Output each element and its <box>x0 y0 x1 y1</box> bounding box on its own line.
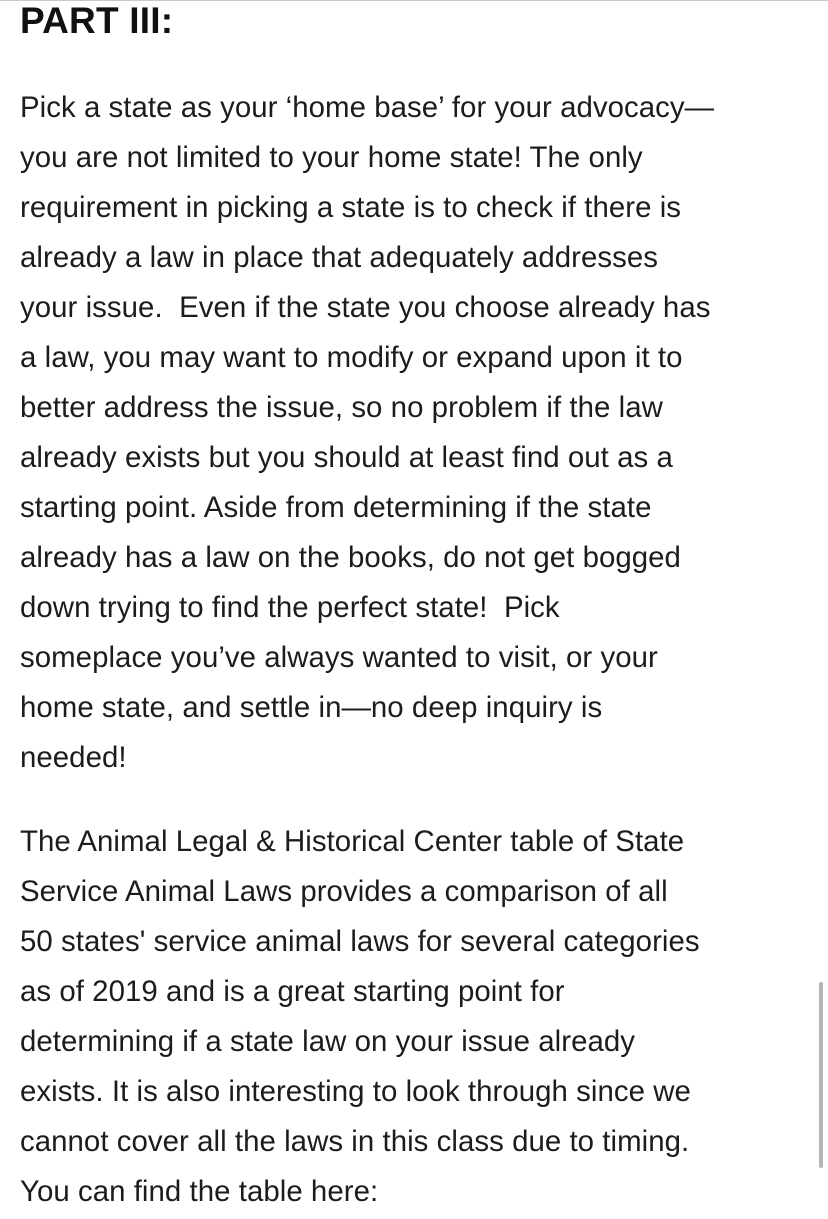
text-line: requirement in picking a state is to check if there is <box>20 191 682 224</box>
text-line: home state, and settle in—no deep inquiry is <box>20 691 603 724</box>
text-line: needed! <box>20 741 127 774</box>
vertical-scrollbar[interactable] <box>816 0 828 1219</box>
text-line: determining if a state law on your issue already <box>20 1025 636 1058</box>
text-line: exists. It is also interesting to look through since we <box>20 1075 691 1108</box>
text-line: Service Animal Laws provides a comparison of all <box>20 875 668 908</box>
text-line: your issue. Even if the state you choose already has <box>20 291 711 324</box>
text-line: someplace you’ve always wanted to visit, or your <box>20 641 658 674</box>
text-line: starting point. Aside from determining if the state <box>20 491 652 524</box>
text-line: The Animal Legal & Historical Center table of State <box>20 825 685 858</box>
text-line: cannot cover all the laws in this class due to timing. <box>20 1125 690 1158</box>
paragraph-home-base <box>20 83 810 783</box>
scrollbar-thumb[interactable] <box>819 982 823 1168</box>
text-line: 50 states' service animal laws for several categories <box>20 925 700 958</box>
text-line: a law, you may want to modify or expand upon it to <box>20 341 683 374</box>
text-line: already a law in place that adequately addresses <box>20 241 658 274</box>
text-line: You can find the table here: <box>20 1175 379 1208</box>
text-line: Pick a state as your ‘home base’ for your advocacy— <box>20 91 715 124</box>
text-line: better address the issue, so no problem if the law <box>20 391 663 424</box>
text-line: already exists but you should at least find out as a <box>20 441 673 474</box>
section-heading: PART III: <box>20 0 174 41</box>
text-line: you are not limited to your home state! The only <box>20 141 643 174</box>
text-line: down trying to find the perfect state! Pick <box>20 591 560 624</box>
text-line: as of 2019 and is a great starting point for <box>20 975 565 1008</box>
paragraph-animal-law-table <box>20 817 810 1217</box>
text-line: already has a law on the books, do not get bogged <box>20 541 681 574</box>
document-body <box>20 0 810 1217</box>
